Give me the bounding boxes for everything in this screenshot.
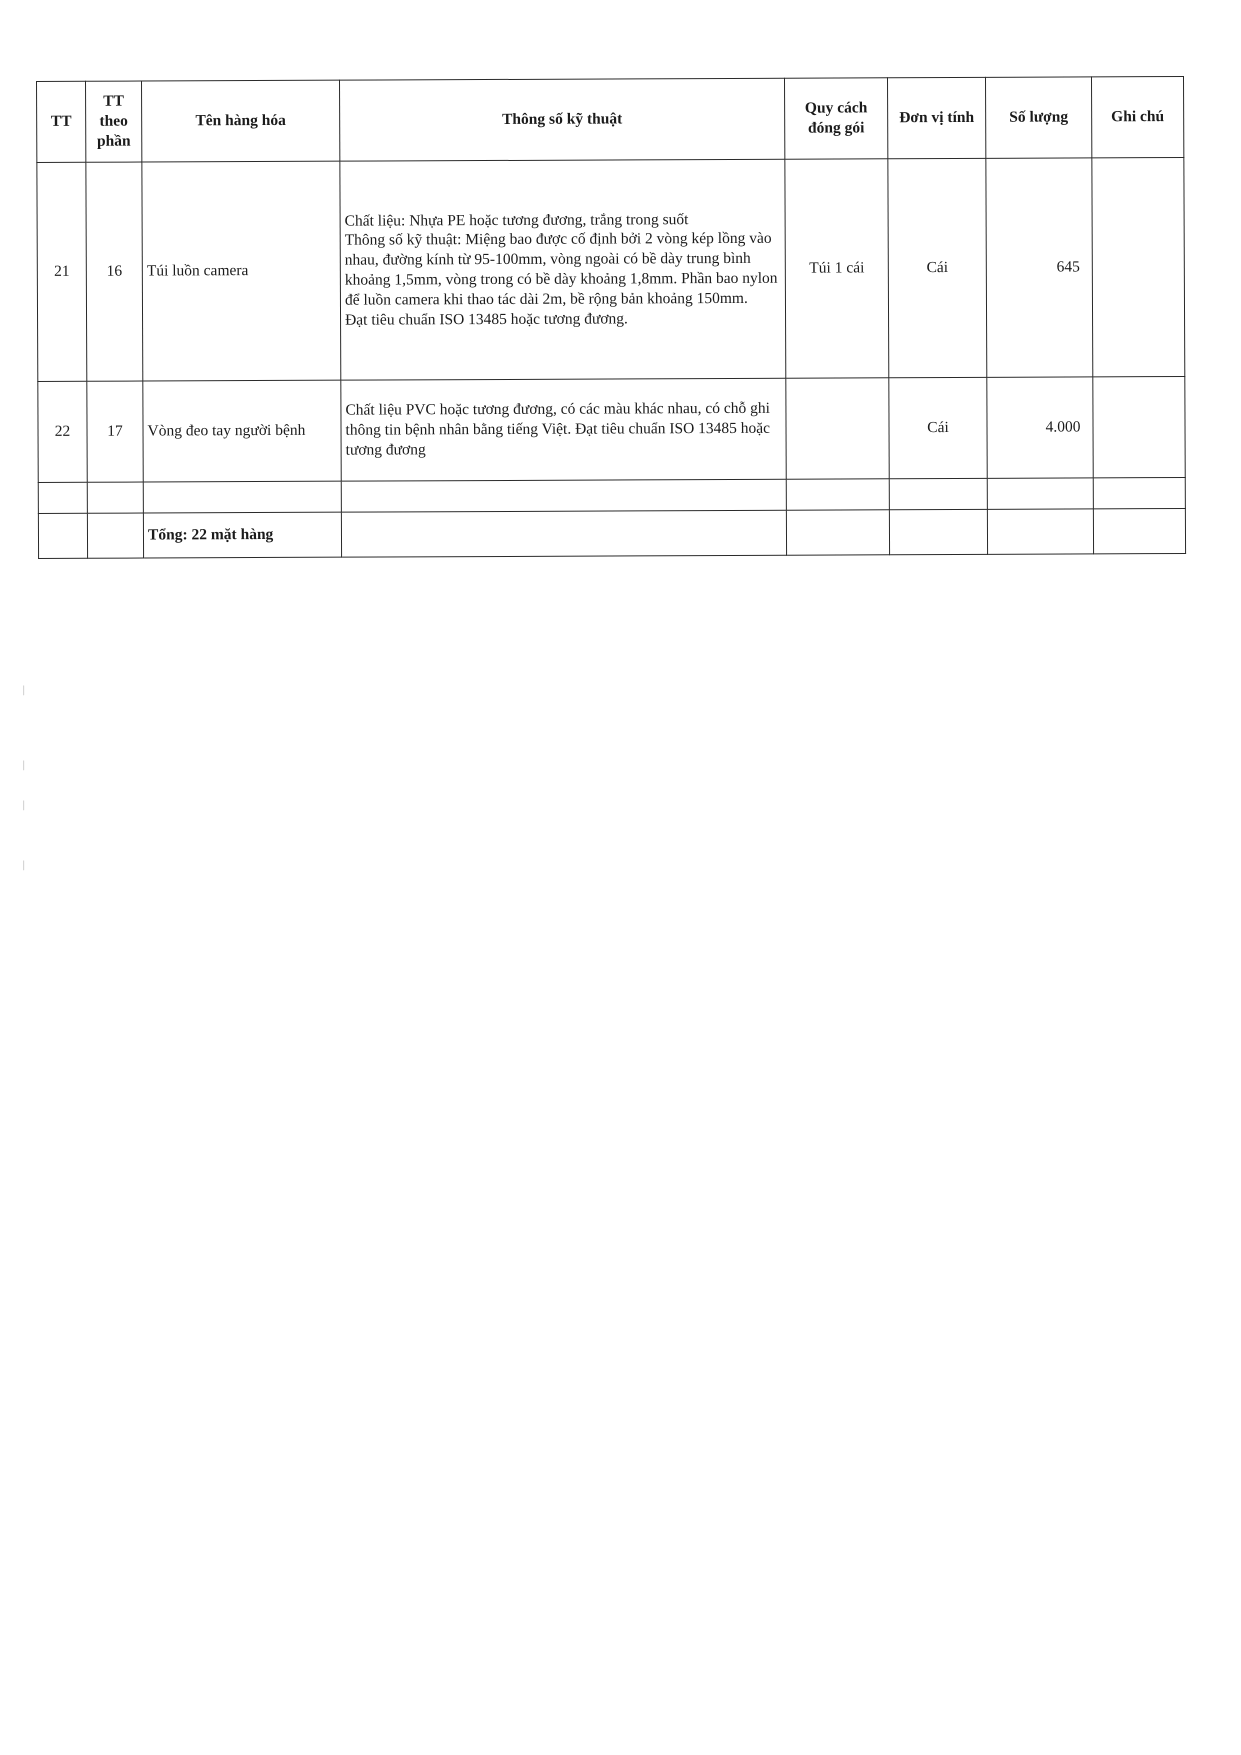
cell-unit: Cái bbox=[888, 158, 987, 377]
cell-spec bbox=[341, 378, 786, 481]
empty-cell bbox=[987, 478, 1093, 509]
empty-cell bbox=[341, 510, 786, 557]
cell-packing: Túi 1 cái bbox=[785, 159, 889, 378]
cell-name: Vòng đeo tay người bệnh bbox=[143, 380, 341, 482]
cell-note bbox=[1093, 376, 1185, 477]
scan-artifact: | bbox=[22, 685, 26, 696]
spec-line: Chất liệu PVC hoặc tương đương, có các màu khác nhau, có chỗ ghi thông tin bệnh nhân bằng tiếng Việt. Đạt tiêu chuẩn ISO 13485 hoặc tương đương bbox=[345, 400, 771, 459]
empty-cell bbox=[341, 479, 786, 512]
cell-tt-part: 17 bbox=[87, 381, 143, 482]
empty-cell bbox=[786, 510, 889, 555]
header-packing: Quy cách đóng gói bbox=[784, 78, 887, 159]
header-name: Tên hàng hóa bbox=[142, 80, 340, 162]
cell-name: Túi luồn camera bbox=[142, 161, 341, 381]
empty-cell bbox=[38, 482, 87, 513]
empty-cell bbox=[987, 509, 1093, 554]
header-tt: TT bbox=[37, 81, 86, 162]
cell-tt-part: 16 bbox=[86, 162, 143, 381]
scan-artifact: | bbox=[22, 800, 26, 811]
total-label: Tổng: 22 mặt hàng bbox=[143, 512, 341, 558]
cell-note bbox=[1092, 157, 1185, 376]
empty-row bbox=[38, 477, 1185, 513]
cell-quantity: 4.000 bbox=[987, 377, 1093, 478]
cell-spec bbox=[340, 159, 786, 380]
empty-cell bbox=[889, 478, 987, 509]
spec-line: Chất liệu: Nhựa PE hoặc tương đương, trắng trong suốt bbox=[344, 210, 689, 230]
cell-unit: Cái bbox=[889, 377, 987, 478]
header-tt-part: TT theo phần bbox=[86, 81, 142, 162]
header-spec: Thông số kỹ thuật bbox=[339, 78, 784, 161]
header-row bbox=[37, 76, 1184, 162]
empty-cell bbox=[889, 509, 987, 554]
table-row bbox=[37, 157, 1185, 381]
empty-cell bbox=[1093, 477, 1185, 508]
empty-cell bbox=[1093, 508, 1185, 553]
cell-tt: 21 bbox=[37, 162, 87, 381]
table-row bbox=[38, 376, 1185, 482]
total-row bbox=[38, 508, 1185, 558]
empty-cell bbox=[87, 513, 143, 558]
spec-line: Thông số kỹ thuật: Miệng bao được cố định bởi 2 vòng kép lồng vào nhau, đường kính từ 95-100mm, vòng ngoài có bề dày trung bình khoảng 1,5mm, vòng trong có bề dày khoảng 1,8mm. Phần bao nylon để luồn camera khi thao tác dài 2m, bề rộng bản khoảng 150mm. bbox=[344, 230, 778, 309]
empty-cell bbox=[786, 479, 889, 510]
cell-packing bbox=[786, 378, 889, 479]
spec-line: Đạt tiêu chuẩn ISO 13485 hoặc tương đương. bbox=[345, 310, 628, 329]
header-quantity: Số lượng bbox=[985, 77, 1091, 158]
header-note: Ghi chú bbox=[1091, 76, 1183, 157]
empty-cell bbox=[87, 482, 143, 513]
scan-artifact: | bbox=[22, 860, 26, 871]
header-unit: Đơn vị tính bbox=[887, 77, 985, 158]
cell-tt: 22 bbox=[38, 381, 87, 482]
cell-quantity: 645 bbox=[986, 158, 1093, 377]
empty-cell bbox=[38, 513, 87, 558]
empty-cell bbox=[143, 481, 341, 513]
scan-artifact: | bbox=[22, 760, 26, 771]
goods-table bbox=[36, 76, 1186, 559]
